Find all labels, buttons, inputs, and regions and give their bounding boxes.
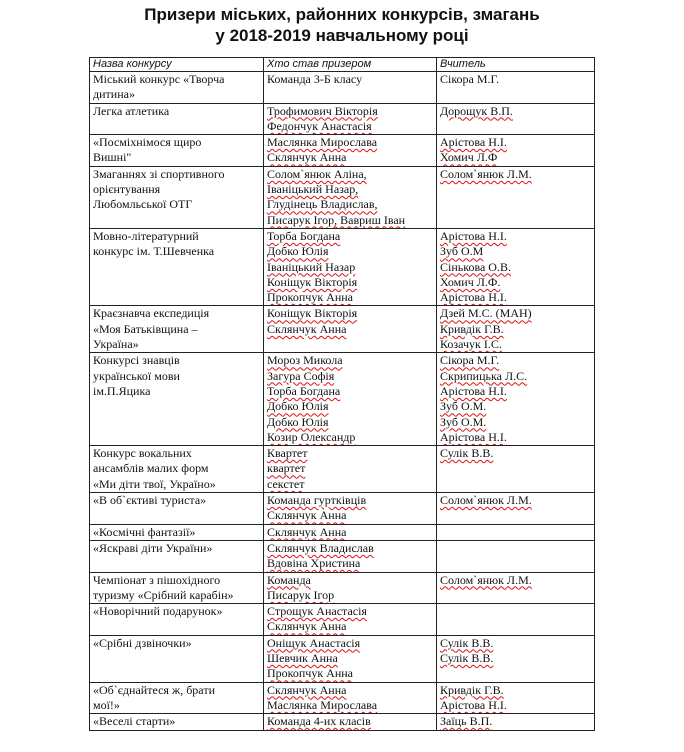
cell-winners — [264, 306, 437, 353]
winners-line: Команда гуртківців — [267, 493, 367, 508]
cell-teachers — [437, 135, 595, 167]
winners-line: квартет — [267, 461, 306, 476]
table-row — [90, 604, 595, 636]
teachers-line — [440, 541, 592, 556]
cell-contest — [90, 572, 264, 604]
cell-winners — [264, 166, 437, 228]
winners-line: Прокопчук Анна — [267, 290, 354, 305]
cell-contest — [90, 682, 264, 714]
cell-contest — [90, 714, 264, 730]
teachers-line: Солом`янюк Л.М. — [440, 493, 532, 508]
table-header-row — [90, 58, 595, 72]
winners-line: Склянчук Анна — [267, 682, 347, 697]
contest-line: орієнтування — [93, 182, 161, 197]
teachers-line: Сікора М.Г. — [440, 72, 500, 86]
contest-line: «Срібні дзвіночки» — [93, 635, 192, 650]
contest-line: мої!» — [93, 697, 120, 712]
contest-line: Чемпіонат з пішохідного — [93, 572, 221, 587]
winners-line: секстет — [267, 476, 305, 491]
cell-winners — [264, 446, 437, 493]
teachers-line: Сінькова О.В. — [440, 259, 511, 274]
cell-contest — [90, 493, 264, 525]
teachers-line — [440, 525, 592, 540]
cell-teachers — [437, 228, 595, 306]
table-row — [90, 493, 595, 525]
winners-line: Трофимович Вікторія — [267, 103, 378, 118]
table-row — [90, 635, 595, 682]
contest-line: туризму «Срібний карабін» — [93, 587, 234, 602]
header-teacher: Вчитель — [437, 58, 595, 72]
cell-teachers — [437, 524, 595, 540]
winners-line: Солом`янюк Аліна, — [267, 166, 367, 181]
winners-line: Строщук Анастасія — [267, 604, 367, 619]
teachers-line: Зуб О.М — [440, 244, 484, 259]
cell-winners — [264, 635, 437, 682]
contest-line: «Об`єднайтеся ж, брати — [93, 682, 215, 697]
cell-winners — [264, 353, 437, 446]
teachers-line: Кривдік Г.В. — [440, 321, 504, 336]
cell-contest — [90, 135, 264, 167]
winners-line: Прокопчук Анна — [267, 666, 354, 681]
winners-line: Шевчик Анна — [267, 651, 338, 666]
table-row — [90, 682, 595, 714]
contest-line: дитина» — [93, 87, 135, 102]
table-row — [90, 72, 595, 104]
contest-line: «Посміхнімося щиро — [93, 135, 202, 150]
table-row — [90, 353, 595, 446]
contest-line: «Ми діти твої, Україно» — [93, 476, 216, 491]
contest-line: Легка атлетика — [93, 103, 170, 118]
winners-line: Склянчук Анна — [267, 508, 347, 523]
winners-line: Маслянка Мирослава — [267, 697, 378, 712]
winners-line: Добко Юлія — [267, 414, 329, 429]
teachers-line: Дзей М.С. (МАН) — [440, 306, 532, 321]
winners-line: Квартет — [267, 446, 308, 461]
cell-teachers — [437, 493, 595, 525]
cell-winners — [264, 572, 437, 604]
winners-line: Торба Богдана — [267, 228, 341, 243]
table-row — [90, 446, 595, 493]
winners-line: Писарук Ігор — [267, 587, 335, 602]
cell-winners — [264, 682, 437, 714]
cell-teachers — [437, 714, 595, 730]
teachers-line: Сулік В.В. — [440, 446, 494, 461]
table-row — [90, 103, 595, 135]
table-row — [90, 714, 595, 730]
contest-line: ім.П.Яцика — [93, 383, 151, 398]
winners-line: Склянчук Анна — [267, 321, 347, 336]
winners-line: Козир Олександр — [267, 429, 356, 444]
winners-line: Загура Софія — [267, 368, 335, 383]
table-row — [90, 572, 595, 604]
contest-line: «Веселі старти» — [93, 714, 176, 729]
teachers-line: Арістова Н.І. — [440, 429, 507, 444]
contest-line: Краєзнавча експедиція — [93, 306, 210, 321]
cell-winners — [264, 604, 437, 636]
contest-line: Змаганнях зі спортивного — [93, 166, 225, 181]
contest-line: конкурс ім. Т.Шевченка — [93, 244, 215, 259]
cell-teachers — [437, 635, 595, 682]
teachers-line: Сулік В.В. — [440, 651, 494, 666]
winners-line: Торба Богдана — [267, 383, 341, 398]
teachers-line: Заїць В.П. — [440, 714, 493, 729]
cell-contest — [90, 166, 264, 228]
contest-line: Вишні" — [93, 150, 132, 165]
cell-winners — [264, 714, 437, 730]
teachers-line: Хомич Л.Ф — [440, 150, 498, 165]
winners-line: Маслянка Мирослава — [267, 135, 378, 150]
contest-line: української мови — [93, 368, 180, 383]
cell-winners — [264, 540, 437, 572]
teachers-line: Хомич Л.Ф. — [440, 274, 501, 289]
cell-teachers — [437, 166, 595, 228]
cell-winners — [264, 524, 437, 540]
contest-line: Конкурс вокальних — [93, 446, 192, 461]
contest-line: «Моя Батьківщина – — [93, 321, 198, 336]
cell-contest — [90, 353, 264, 446]
teachers-line: Солом`янюк Л.М. — [440, 572, 532, 587]
winners-line: Глудінець Владислав, — [267, 197, 378, 212]
prize-winners-table — [89, 57, 595, 731]
teachers-line: Зуб О.М. — [440, 414, 487, 429]
cell-contest — [90, 446, 264, 493]
cell-teachers — [437, 103, 595, 135]
cell-contest — [90, 524, 264, 540]
winners-line: Оніщук Анастасія — [267, 635, 361, 650]
winners-line: Писарук Ігор, Вавриш Іван — [267, 212, 406, 227]
table-row — [90, 135, 595, 167]
teachers-line: Дорощук В.П. — [440, 103, 513, 118]
cell-contest — [90, 103, 264, 135]
winners-line: Склянчук Анна — [267, 150, 347, 165]
winners-line: Мороз Микола — [267, 353, 343, 368]
winners-line: Склянчук Анна — [267, 524, 347, 539]
teachers-line: Козачук І.С. — [440, 337, 502, 352]
cell-contest — [90, 228, 264, 306]
cell-contest — [90, 306, 264, 353]
document-title-line-2: у 2018-2019 навчальному році — [215, 26, 469, 45]
cell-winners — [264, 103, 437, 135]
teachers-line: Кривдік Г.В. — [440, 682, 504, 697]
winners-line: Федончук Анастасія — [267, 118, 372, 133]
teachers-line: Арістова Н.І. — [440, 135, 507, 150]
contest-line: Україна» — [93, 337, 139, 352]
cell-teachers — [437, 446, 595, 493]
contest-line: «В об`єктиві туриста» — [93, 493, 207, 508]
table-row — [90, 306, 595, 353]
contest-line: Мовно-літературний — [93, 228, 199, 243]
winners-line: Добко Юлія — [267, 244, 329, 259]
cell-teachers — [437, 306, 595, 353]
table-row — [90, 228, 595, 306]
teachers-line: Арістова Н.І. — [440, 228, 507, 243]
cell-contest — [90, 72, 264, 104]
contest-line: «Яскраві діти України» — [93, 540, 213, 555]
contest-line: «Новорічний подарунок» — [93, 604, 223, 619]
cell-contest — [90, 540, 264, 572]
winners-line: Команда — [267, 572, 311, 587]
winners-line: Склянчук Владислав — [267, 540, 374, 555]
teachers-line: Зуб О.М. — [440, 399, 487, 414]
teachers-line: Арістова Н.І. — [440, 697, 507, 712]
cell-teachers — [437, 572, 595, 604]
winners-line: Добко Юлія — [267, 399, 329, 414]
winners-line: Коніщук Вікторія — [267, 274, 358, 289]
contest-line: Міський конкурс «Творча — [93, 72, 225, 86]
document-title-line-1: Призери міських, районних конкурсів, змагань — [144, 5, 540, 24]
table-row — [90, 166, 595, 228]
teachers-line: Сікора М.Г. — [440, 353, 500, 368]
cell-contest — [90, 604, 264, 636]
teachers-line: Солом`янюк Л.М. — [440, 166, 532, 181]
winners-line: Команда 3-Б класу — [267, 72, 363, 86]
teachers-line: Скрипицька Л.С. — [440, 368, 528, 383]
header-contest: Назва конкурсу — [90, 58, 264, 72]
teachers-line: Арістова Н.І. — [440, 383, 507, 398]
table-row — [90, 540, 595, 572]
winners-line: Вдовіна Христина — [267, 556, 361, 571]
cell-winners — [264, 493, 437, 525]
winners-line: Склянчук Анна — [267, 619, 347, 634]
cell-teachers — [437, 353, 595, 446]
contest-line: Конкурсі знавців — [93, 353, 180, 368]
cell-teachers — [437, 540, 595, 572]
cell-teachers — [437, 72, 595, 104]
winners-line: Коніщук Вікторія — [267, 306, 358, 321]
cell-winners — [264, 135, 437, 167]
winners-line: Іваніцький Назар — [267, 259, 356, 274]
cell-contest — [90, 635, 264, 682]
cell-teachers — [437, 682, 595, 714]
table-row — [90, 524, 595, 540]
contest-line: «Космічні фантазії» — [93, 524, 196, 539]
winners-line: Команда 4-их класів — [267, 714, 371, 729]
cell-winners — [264, 228, 437, 306]
winners-line: Іваніцький Назар, — [267, 182, 359, 197]
teachers-line: Арістова Н.І. — [440, 290, 507, 305]
header-winners: Хто став призером — [264, 58, 437, 72]
cell-teachers — [437, 604, 595, 636]
cell-winners — [264, 72, 437, 104]
teachers-line — [440, 604, 592, 619]
teachers-line: Сулік В.В. — [440, 635, 494, 650]
contest-line: Любомльської ОТГ — [93, 197, 193, 212]
contest-line: ансамблів малих форм — [93, 461, 209, 476]
